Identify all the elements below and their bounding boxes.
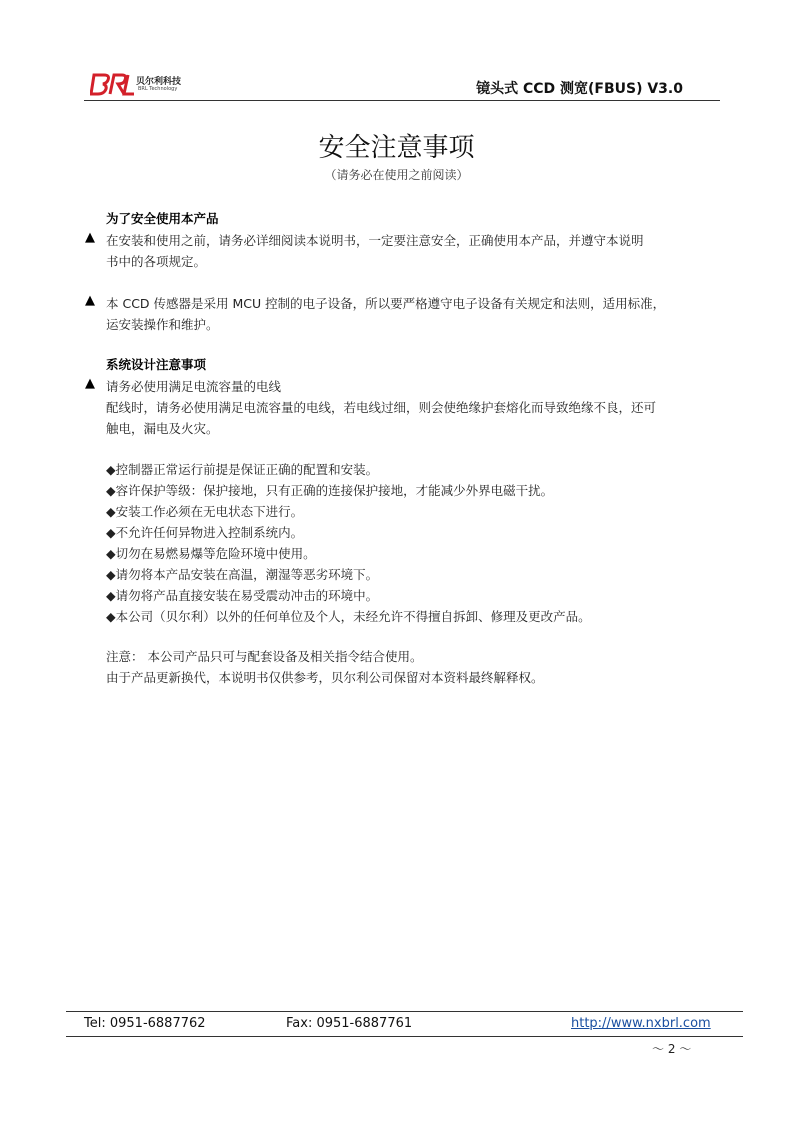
brl-logo-mark — [90, 72, 136, 98]
paragraph-line: 请务必使用满足电流容量的电线 — [106, 379, 282, 394]
bullet-item: ◆不允许任何异物进入控制系统内。 — [106, 525, 304, 540]
section-heading-system-design: 系统设计注意事项 — [106, 357, 207, 372]
note-line: 注意： 本公司产品只可与配套设备及相关指令结合使用。 — [106, 649, 423, 664]
logo-chinese-name: 贝尔利科技 — [136, 77, 182, 87]
company-logo — [90, 70, 210, 100]
paragraph-line: 运安装操作和维护。 — [106, 317, 219, 332]
footer-divider-bottom — [66, 1036, 743, 1037]
page-title: 安全注意事项 — [318, 133, 475, 163]
bullet-item: ◆安装工作必须在无电状态下进行。 — [106, 504, 304, 519]
paragraph-line: 配线时，请务必使用满足电流容量的电线，若电线过细，则会使绝缘护套熔化而导致绝缘不良，还可 — [106, 400, 657, 415]
bullet-item: ◆请勿将产品直接安装在易受震动冲击的环境中。 — [106, 588, 379, 603]
bullet-item: ◆请勿将本产品安装在高温，潮湿等恶劣环境下。 — [106, 567, 379, 582]
warning-triangle-icon: ▲ — [85, 293, 95, 308]
bullet-item: ◆切勿在易燃易爆等危险环境中使用。 — [106, 546, 316, 561]
bullet-item: ◆控制器正常运行前提是保证正确的配置和安装。 — [106, 462, 379, 477]
warning-triangle-icon: ▲ — [85, 376, 95, 391]
footer-fax: Fax: 0951-6887761 — [286, 1016, 413, 1031]
section-heading-safe-use: 为了安全使用本产品 — [106, 211, 219, 226]
page-number: ～ 2 ～ — [652, 1042, 692, 1056]
paragraph-line: 触电，漏电及火灾。 — [106, 421, 219, 436]
footer-divider-top — [66, 1011, 743, 1012]
paragraph-line: 在安装和使用之前，请务必详细阅读本说明书，一定要注意安全，正确使用本产品，并遵守本说明 — [106, 233, 644, 248]
document-title: 镜头式 CCD 测宽(FBUS) V3.0 — [476, 81, 683, 97]
logo-english-name: BRL Technology — [138, 86, 178, 92]
bullet-item: ◆容许保护等级：保护接地，只有正确的连接保护接地，才能减少外界电磁干扰。 — [106, 483, 554, 498]
footer-website-link[interactable]: http://www.nxbrl.com — [571, 1016, 711, 1031]
bullet-item: ◆本公司（贝尔利）以外的任何单位及个人，未经允许不得擅自拆卸、修理及更改产品。 — [106, 609, 591, 624]
paragraph-line: 书中的各项规定。 — [106, 254, 207, 269]
header-divider — [84, 100, 720, 101]
paragraph-line: 本 CCD 传感器是采用 MCU 控制的电子设备，所以要严格遵守电子设备有关规定和法则，适用标准， — [106, 296, 666, 311]
footer-tel: Tel: 0951-6887762 — [84, 1016, 206, 1031]
note-line: 由于产品更新换代，本说明书仅供参考，贝尔利公司保留对本资料最终解释权。 — [106, 670, 544, 685]
page-subtitle: （请务必在使用之前阅读） — [324, 168, 469, 182]
warning-triangle-icon: ▲ — [85, 230, 95, 245]
